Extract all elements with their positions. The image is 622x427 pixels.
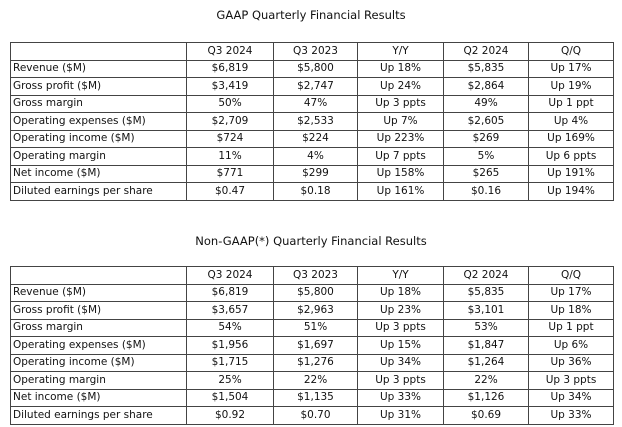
row-label: Operating expenses ($M) — [11, 337, 187, 355]
table-cell: 4% — [274, 148, 358, 166]
column-header-q3-2024: Q3 2024 — [187, 43, 274, 61]
table-cell: Up 23% — [358, 302, 444, 320]
table-cell: Up 31% — [358, 407, 444, 425]
table-cell: 22% — [274, 372, 358, 390]
table-cell: Up 7 ppts — [358, 148, 444, 166]
column-header-qq: Q/Q — [529, 43, 614, 61]
table-row — [11, 78, 614, 96]
table-cell: Up 223% — [358, 130, 444, 148]
table-cell: Up 33% — [358, 389, 444, 407]
row-label: Operating margin — [11, 372, 187, 390]
table-cell: Up 19% — [529, 78, 614, 96]
table-cell: 47% — [274, 95, 358, 113]
table-cell: $2,864 — [444, 78, 529, 96]
table-cell: 25% — [187, 372, 274, 390]
row-label: Gross margin — [11, 95, 187, 113]
table-cell: Up 18% — [358, 60, 444, 78]
table-cell: $299 — [274, 165, 358, 183]
table-row — [11, 60, 614, 78]
table-cell: $1,504 — [187, 389, 274, 407]
table-row — [11, 407, 614, 425]
table-cell: Up 17% — [529, 60, 614, 78]
table-cell: 49% — [444, 95, 529, 113]
row-label: Diluted earnings per share — [11, 183, 187, 201]
table-row — [11, 319, 614, 337]
table-cell: $224 — [274, 130, 358, 148]
table-row — [11, 284, 614, 302]
table-cell: Up 15% — [358, 337, 444, 355]
table-cell: Up 17% — [529, 284, 614, 302]
table-cell: $2,533 — [274, 113, 358, 131]
table-cell: $0.18 — [274, 183, 358, 201]
table-cell: 51% — [274, 319, 358, 337]
table-header-row — [11, 43, 614, 61]
nongaap-results-table — [10, 266, 614, 425]
table-cell: $6,819 — [187, 60, 274, 78]
table-cell: $0.92 — [187, 407, 274, 425]
row-label: Gross profit ($M) — [11, 78, 187, 96]
table-header-row — [11, 267, 614, 285]
table-cell: $2,709 — [187, 113, 274, 131]
table-cell: $3,101 — [444, 302, 529, 320]
table-cell: Up 34% — [358, 354, 444, 372]
table-cell: Up 3 ppts — [358, 319, 444, 337]
table-cell: $1,126 — [444, 389, 529, 407]
row-label: Operating income ($M) — [11, 130, 187, 148]
column-header-qq: Q/Q — [529, 267, 614, 285]
table-cell: 50% — [187, 95, 274, 113]
row-label: Operating expenses ($M) — [11, 113, 187, 131]
table-row — [11, 372, 614, 390]
table-cell: $3,419 — [187, 78, 274, 96]
table-cell: Up 3 ppts — [529, 372, 614, 390]
table-row — [11, 148, 614, 166]
table-cell: $0.47 — [187, 183, 274, 201]
column-header-q3-2024: Q3 2024 — [187, 267, 274, 285]
table-cell: Up 36% — [529, 354, 614, 372]
table-cell: 53% — [444, 319, 529, 337]
row-label: Net income ($M) — [11, 389, 187, 407]
column-header-q3-2023: Q3 2023 — [274, 43, 358, 61]
column-header-q2-2024: Q2 2024 — [444, 267, 529, 285]
table-cell: Up 194% — [529, 183, 614, 201]
table-row — [11, 165, 614, 183]
nongaap-table-title: Non-GAAP(*) Quarterly Financial Results — [195, 234, 427, 248]
table-cell: $1,956 — [187, 337, 274, 355]
row-label: Gross profit ($M) — [11, 302, 187, 320]
table-cell: Up 161% — [358, 183, 444, 201]
table-cell: Up 191% — [529, 165, 614, 183]
table-cell: $2,963 — [274, 302, 358, 320]
table-cell: Up 18% — [358, 284, 444, 302]
table-cell: $0.69 — [444, 407, 529, 425]
table-row — [11, 130, 614, 148]
column-header-yy: Y/Y — [358, 43, 444, 61]
column-header-q2-2024: Q2 2024 — [444, 43, 529, 61]
row-label: Operating margin — [11, 148, 187, 166]
table-row — [11, 113, 614, 131]
gaap-table-title: GAAP Quarterly Financial Results — [216, 8, 406, 22]
table-cell: $3,657 — [187, 302, 274, 320]
table-cell: $2,605 — [444, 113, 529, 131]
gaap-results-table — [10, 42, 614, 201]
table-cell: Up 6% — [529, 337, 614, 355]
table-cell: Up 18% — [529, 302, 614, 320]
table-cell: $5,835 — [444, 284, 529, 302]
table-cell: $265 — [444, 165, 529, 183]
table-cell: Up 34% — [529, 389, 614, 407]
table-cell: $1,135 — [274, 389, 358, 407]
row-label: Revenue ($M) — [11, 60, 187, 78]
table-cell: 5% — [444, 148, 529, 166]
table-cell: $1,715 — [187, 354, 274, 372]
table-cell: Up 1 ppt — [529, 319, 614, 337]
row-label: Net income ($M) — [11, 165, 187, 183]
table-cell: $2,747 — [274, 78, 358, 96]
table-cell: Up 169% — [529, 130, 614, 148]
table-cell: Up 1 ppt — [529, 95, 614, 113]
table-cell: 54% — [187, 319, 274, 337]
table-cell: $5,835 — [444, 60, 529, 78]
table-row — [11, 183, 614, 201]
table-cell: Up 4% — [529, 113, 614, 131]
table-cell: $724 — [187, 130, 274, 148]
column-header-metric — [11, 267, 187, 285]
table-cell: $6,819 — [187, 284, 274, 302]
table-row — [11, 95, 614, 113]
table-cell: $1,264 — [444, 354, 529, 372]
table-row — [11, 389, 614, 407]
table-cell: Up 158% — [358, 165, 444, 183]
column-header-yy: Y/Y — [358, 267, 444, 285]
row-label: Operating income ($M) — [11, 354, 187, 372]
table-cell: 22% — [444, 372, 529, 390]
table-row — [11, 337, 614, 355]
row-label: Revenue ($M) — [11, 284, 187, 302]
table-cell: $1,276 — [274, 354, 358, 372]
table-cell: $0.16 — [444, 183, 529, 201]
column-header-q3-2023: Q3 2023 — [274, 267, 358, 285]
table-cell: $5,800 — [274, 284, 358, 302]
table-cell: $1,847 — [444, 337, 529, 355]
column-header-metric — [11, 43, 187, 61]
row-label: Gross margin — [11, 319, 187, 337]
table-cell: $269 — [444, 130, 529, 148]
table-cell: Up 24% — [358, 78, 444, 96]
table-cell: Up 3 ppts — [358, 95, 444, 113]
table-cell: Up 7% — [358, 113, 444, 131]
table-row — [11, 354, 614, 372]
row-label: Diluted earnings per share — [11, 407, 187, 425]
table-cell: 11% — [187, 148, 274, 166]
table-cell: Up 6 ppts — [529, 148, 614, 166]
table-cell: Up 33% — [529, 407, 614, 425]
table-cell: $5,800 — [274, 60, 358, 78]
table-cell: $0.70 — [274, 407, 358, 425]
table-row — [11, 302, 614, 320]
table-cell: $1,697 — [274, 337, 358, 355]
table-cell: $771 — [187, 165, 274, 183]
table-cell: Up 3 ppts — [358, 372, 444, 390]
